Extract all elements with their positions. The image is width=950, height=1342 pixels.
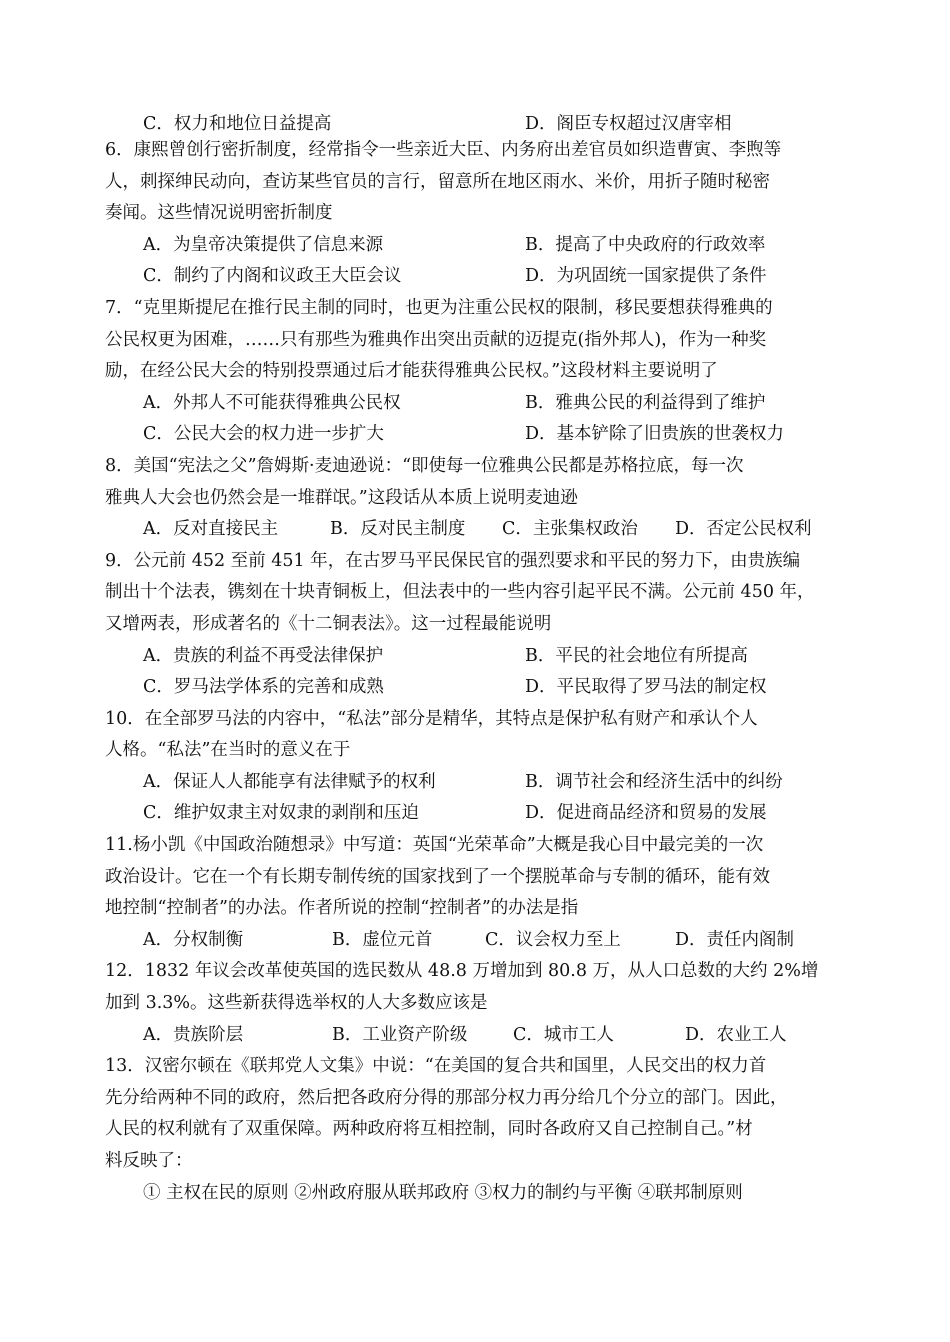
q10-option-d: D．促进商品经济和贸易的发展 — [525, 803, 767, 824]
q11-option-c: C．议会权力至上 — [485, 929, 621, 950]
q7-option-c: C．公民大会的权力进一步扩大 — [143, 424, 384, 445]
q6-options-cd — [105, 261, 850, 293]
q12-option-b: B．工业资产阶级 — [332, 1024, 468, 1045]
q12-option-a: A．贵族阶层 — [143, 1024, 244, 1045]
q9-option-d: D．平民取得了罗马法的制定权 — [525, 677, 767, 698]
q5-option-d: D．阁臣专权超过汉唐宰相 — [525, 114, 732, 134]
q7-stem-line: 7．“克里斯提尼在推行民主制的同时，也更为注重公民权的限制，移民要想获得雅典的 — [105, 297, 773, 318]
q11-option-b: B．虚位元首 — [332, 929, 433, 950]
exam-page — [105, 110, 850, 1209]
q8-option-b: B．反对民主制度 — [330, 519, 466, 540]
q12-option-c: C．城市工人 — [513, 1024, 614, 1045]
q6-option-c: C．制约了内阁和议政王大臣会议 — [143, 266, 402, 287]
q13-statement-list: ① 主权在民的原则 ②州政府服从联邦政府 ③权力的制约与平衡 ④联邦制原则 — [143, 1182, 743, 1203]
q6-stem-line: 6．康熙曾创行密折制度，经常指令一些亲近大臣、内务府出差官员如织造曹寅、李煦等 — [105, 140, 782, 160]
q8-stem-line: 8．美国“宪法之父”詹姆斯·麦迪逊说：“即使每一位雅典公民都是苏格拉底，每一次 — [105, 455, 744, 476]
q6-options-ab — [105, 230, 850, 262]
q7-options-ab — [105, 388, 850, 420]
q10-option-c: C．维护奴隶主对奴隶的剥削和压迫 — [143, 803, 419, 824]
q9-option-a: A．贵族的利益不再受法律保护 — [143, 645, 384, 666]
q8-options — [105, 514, 850, 546]
q13-stem-line: 13．汉密尔顿在《联邦党人文集》中说：“在美国的复合共和国里，人民交出的权力首 — [105, 1056, 767, 1077]
q6-option-b: B．提高了中央政府的行政效率 — [525, 234, 766, 255]
q7-options-cd — [105, 419, 850, 451]
q5-options-cd — [105, 110, 850, 135]
q5-option-c: C．权力和地位日益提高 — [143, 114, 332, 134]
q7-option-d: D．基本铲除了旧贵族的世袭权力 — [525, 424, 785, 445]
q9-options-ab — [105, 641, 850, 673]
q8-stem-line: 雅典人大会也仍然会是一堆群氓。”这段话从本质上说明麦迪逊 — [105, 487, 578, 508]
q6-stem-line: 奏闻。这些情况说明密折制度 — [105, 203, 333, 224]
q10-options-cd — [105, 798, 850, 830]
q6-stem-line: 人，刺探绅民动向，查访某些官员的言行，留意所在地区雨水、米价，用折子随时秘密 — [105, 171, 770, 192]
q11-stem-line: 11.杨小凯《中国政治随想录》中写道：英国“光荣革命”大概是我心目中最完美的一次 — [105, 835, 764, 856]
q9-stem-line: 9．公元前 452 至前 451 年，在古罗马平民保民官的强烈要求和平民的努力下，由贵族编 — [105, 550, 801, 571]
q9-stem-line: 制出十个法表，镌刻在十块青铜板上，但法表中的一些内容引起平民不满。公元前 450 年， — [105, 582, 815, 603]
q12-stem-line: 加到 3.3%。这些新获得选举权的人大多数应该是 — [105, 993, 488, 1014]
q10-option-a: A．保证人人都能享有法律赋予的权利 — [143, 771, 436, 792]
q13-stem-line: 料反映了： — [105, 1151, 193, 1171]
q7-stem-line: 公民权更为困难，……只有那些为雅典作出突出贡献的迈提克(指外邦人)，作为一种奖 — [105, 329, 767, 350]
q8-option-d: D．否定公民权利 — [675, 519, 812, 540]
q9-options-cd — [105, 672, 850, 704]
q9-option-c: C．罗马法学体系的完善和成熟 — [143, 677, 384, 698]
q12-options — [105, 1020, 850, 1052]
q11-stem-line: 政治设计。它在一个有长期专制传统的国家找到了一个摆脱革命与专制的循环，能有效 — [105, 866, 770, 887]
q11-options — [105, 925, 850, 957]
q6-option-a: A．为皇帝决策提供了信息来源 — [143, 234, 384, 255]
q10-stem-line: 10．在全部罗马法的内容中，“私法”部分是精华，其特点是保护私有财产和承认个人 — [105, 708, 758, 729]
q12-stem-line: 12．1832 年议会改革使英国的选民数从 48.8 万增加到 80.8 万，从人口总数的大约 2%增 — [105, 961, 819, 982]
q7-option-b: B．雅典公民的利益得到了维护 — [525, 392, 766, 413]
q11-option-d: D．责任内阁制 — [675, 929, 795, 950]
q10-stem-line: 人格。“私法”在当时的意义在于 — [105, 740, 351, 761]
q7-stem-line: 励，在经公民大会的特别投票通过后才能获得雅典公民权。”这段材料主要说明了 — [105, 361, 718, 382]
q13-stem-line: 先分给两种不同的政府，然后把各政府分得的那部分权力再分给几个分立的部门。因此， — [105, 1087, 788, 1108]
q10-options-ab — [105, 767, 850, 799]
q10-option-b: B．调节社会和经济生活中的纠纷 — [525, 771, 783, 792]
q13-stem-line: 人民的权利就有了双重保障。两种政府将互相控制，同时各政府又自己控制自己。”材 — [105, 1119, 753, 1140]
q11-stem-line: 地控制“控制者”的办法。作者所说的控制“控制者”的办法是指 — [105, 898, 579, 919]
q7-option-a: A．外邦人不可能获得雅典公民权 — [143, 392, 401, 413]
q9-stem-line: 又增两表，形成著名的《十二铜表法》。这一过程最能说明 — [105, 613, 552, 634]
q6-option-d: D．为巩固统一国家提供了条件 — [525, 266, 767, 287]
q11-option-a: A．分权制衡 — [143, 929, 244, 950]
q12-option-d: D．农业工人 — [685, 1024, 787, 1045]
q8-option-c: C．主张集权政治 — [502, 519, 638, 540]
q8-option-a: A．反对直接民主 — [143, 519, 279, 540]
q9-option-b: B．平民的社会地位有所提高 — [525, 645, 748, 666]
